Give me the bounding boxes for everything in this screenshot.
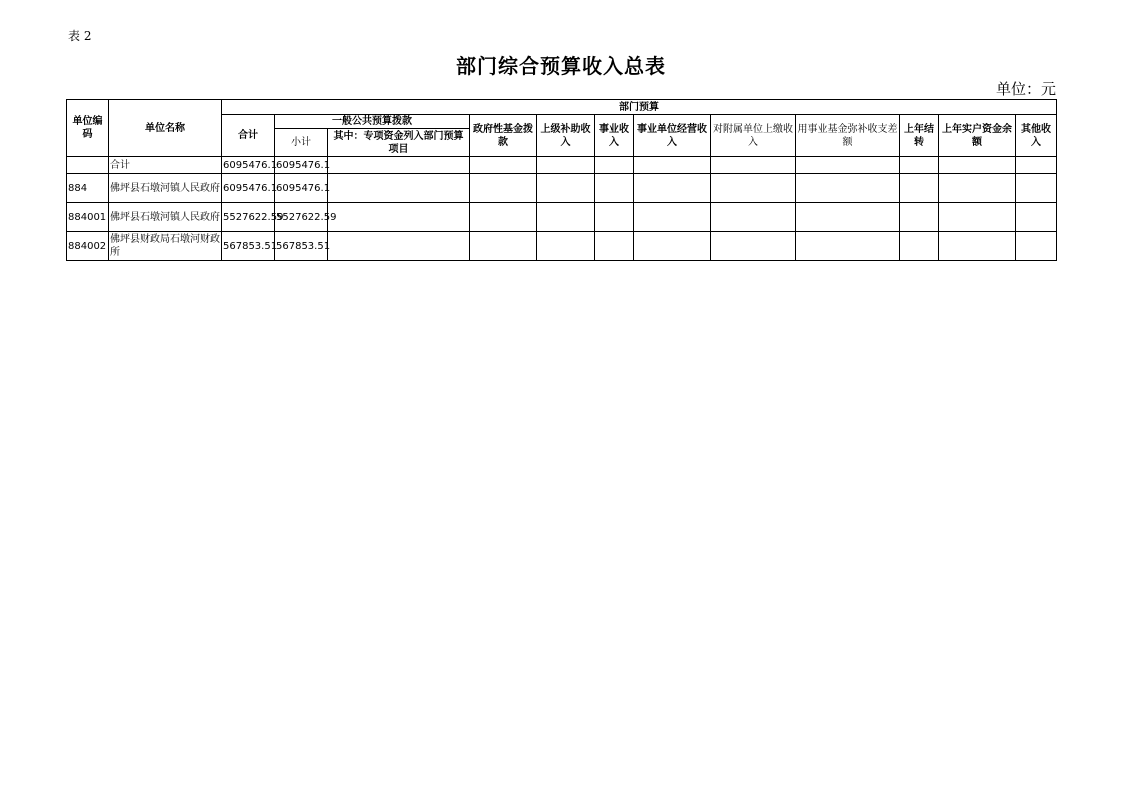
cell-total: 5527622.59 [222,203,275,232]
cell-empty [711,232,796,261]
cell-empty [900,203,939,232]
header-gov-fund: 政府性基金拨款 [470,115,537,157]
cell-empty [634,174,711,203]
table-row [67,232,1057,261]
cell-empty [537,232,595,261]
header-business-income: 事业收入 [595,115,634,157]
cell-empty [1016,232,1057,261]
cell-empty [1016,174,1057,203]
cell-subtotal: 6095476.1 [275,174,328,203]
cell-empty [634,157,711,174]
cell-empty [900,157,939,174]
cell-empty [537,157,595,174]
cell-empty [595,174,634,203]
cell-empty [939,232,1016,261]
table-row [67,157,1057,174]
cell-total: 6095476.1 [222,157,275,174]
cell-empty [796,157,900,174]
cell-empty [328,203,470,232]
unit-label: 单位：元 [995,80,1056,98]
header-unit-code: 单位编码 [67,100,109,157]
header-other-income: 其他收入 [1016,115,1057,157]
cell-code: 884001 [67,203,109,232]
header-subtotal: 小计 [275,129,328,157]
cell-empty [1016,157,1057,174]
header-total: 合计 [222,115,275,157]
cell-empty [796,203,900,232]
cell-empty [796,174,900,203]
cell-empty [595,232,634,261]
header-prior-carryover: 上年结转 [900,115,939,157]
cell-subtotal: 6095476.1 [275,157,328,174]
cell-empty [470,203,537,232]
cell-total: 6095476.1 [222,174,275,203]
cell-code: 884002 [67,232,109,261]
cell-empty [634,203,711,232]
header-fund-offset: 用事业基金弥补收支差额 [796,115,900,157]
cell-empty [328,157,470,174]
table-row [67,203,1057,232]
header-affiliated-payment: 对附属单位上缴收入 [711,115,796,157]
cell-name: 佛坪县石墩河镇人民政府 [109,174,222,203]
cell-empty [537,174,595,203]
cell-empty [796,232,900,261]
cell-code [67,157,109,174]
cell-empty [634,232,711,261]
cell-empty [711,157,796,174]
header-special-funds: 其中：专项资金列入部门预算项目 [328,129,470,157]
budget-income-table [66,99,1057,261]
cell-empty [939,203,1016,232]
header-prior-balance: 上年实户资金余额 [939,115,1016,157]
cell-empty [711,203,796,232]
cell-name: 合计 [109,157,222,174]
cell-empty [470,157,537,174]
document-label: 表 2 [68,29,92,43]
cell-empty [470,232,537,261]
cell-empty [537,203,595,232]
page-title: 部门综合预算收入总表 [456,54,666,78]
header-dept-budget: 部门预算 [222,100,1057,115]
header-superior-subsidy: 上级补助收入 [537,115,595,157]
cell-name: 佛坪县石墩河镇人民政府 [109,203,222,232]
cell-code: 884 [67,174,109,203]
cell-empty [328,174,470,203]
cell-empty [595,203,634,232]
cell-name: 佛坪县财政局石墩河财政所 [109,232,222,261]
header-unit-name: 单位名称 [109,100,222,157]
header-business-operating: 事业单位经营收入 [634,115,711,157]
cell-subtotal: 5527622.59 [275,203,328,232]
cell-empty [939,157,1016,174]
cell-empty [1016,203,1057,232]
cell-subtotal: 567853.51 [275,232,328,261]
cell-total: 567853.51 [222,232,275,261]
cell-empty [939,174,1016,203]
header-general-public-budget: 一般公共预算拨款 [275,115,470,129]
cell-empty [595,157,634,174]
cell-empty [470,174,537,203]
cell-empty [328,232,470,261]
table-row [67,174,1057,203]
cell-empty [900,174,939,203]
cell-empty [900,232,939,261]
cell-empty [711,174,796,203]
